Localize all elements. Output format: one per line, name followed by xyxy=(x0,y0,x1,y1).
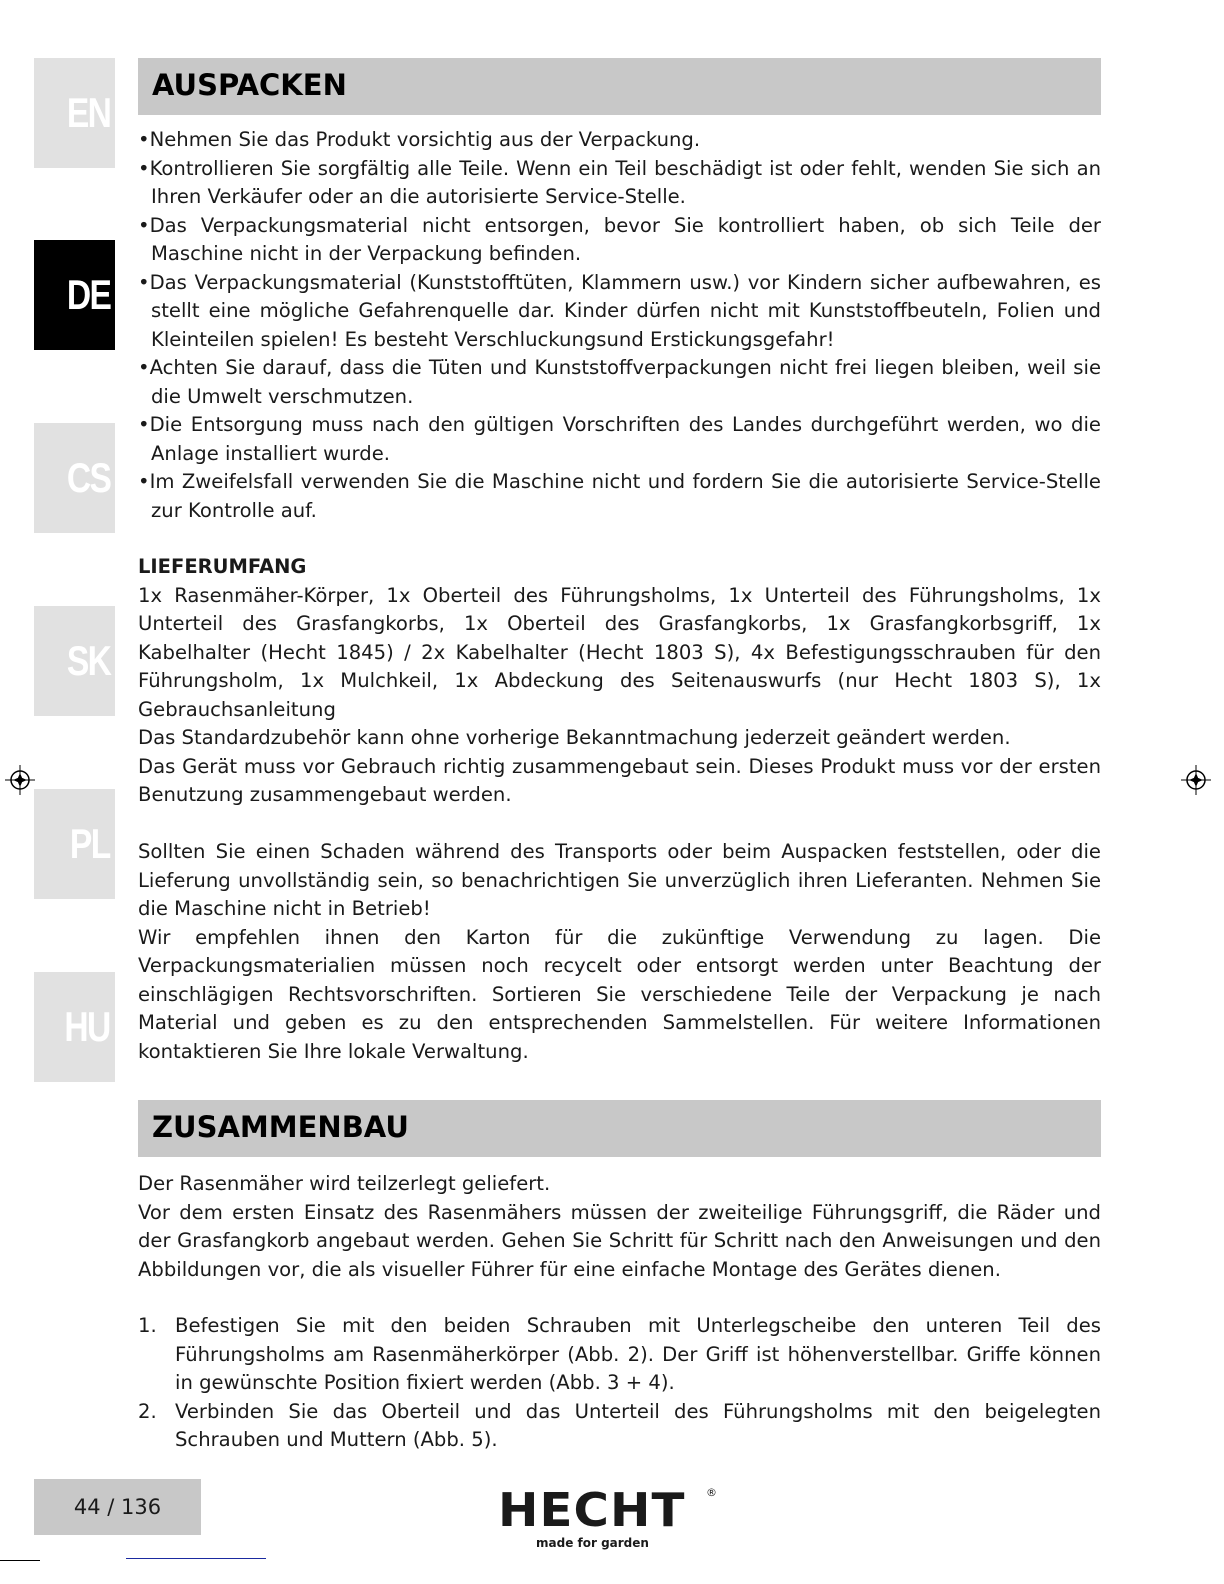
section-title: AUSPACKEN xyxy=(152,68,347,102)
lang-label: HU xyxy=(64,1003,110,1050)
step-item xyxy=(138,1398,1101,1455)
lang-label: PL xyxy=(70,820,110,867)
lang-tab-cs[interactable] xyxy=(34,423,115,533)
step-item xyxy=(138,1312,1101,1398)
lieferumfang-section xyxy=(138,553,1101,724)
lang-tab-en[interactable] xyxy=(34,58,115,168)
bullet-item: • Kontrollieren Sie sorgfältig alle Teile. Wenn ein Teil beschädigt ist oder fehlt, wenden Sie sich an Ihren Verkäufer oder an die autorisierte Service-Stelle. xyxy=(138,155,1101,212)
registration-mark-icon xyxy=(1181,765,1211,795)
hecht-logo xyxy=(498,1483,718,1556)
link-underline xyxy=(126,1558,266,1559)
paragraph: Das Standardzubehör kann ohne vorherige Bekanntmachung jederzeit geändert werden. xyxy=(138,726,1011,749)
bullet-item: • Im Zweifelsfall verwenden Sie die Maschine nicht und fordern Sie die autorisierte Service-Stelle zur Kontrolle auf. xyxy=(138,468,1101,525)
paragraph: Vor dem ersten Einsatz des Rasenmähers müssen der zweiteilige Führungsgriff, die Räder und der Grasfangkorb angebaut werden. Gehen Sie Schritt für Schritt nach den Anweisungen und den Abbildungen vor, die als visueller Führer für eine einfache Montage des Gerätes dienen. xyxy=(138,1200,1101,1281)
notice-block xyxy=(138,724,1101,810)
logo-tagline: made for garden xyxy=(536,1536,649,1550)
lang-tab-pl[interactable] xyxy=(34,789,115,899)
step-number: 2. xyxy=(138,1399,157,1423)
section-header-zusammenbau xyxy=(138,1100,1101,1157)
auspacken-bullets xyxy=(138,126,1101,525)
bullet-item: • Das Verpackungsmaterial nicht entsorgen, bevor Sie kontrolliert haben, ob sich Teile der Maschine nicht in der Verpackung befinden. xyxy=(138,212,1101,269)
bullet-item: • Das Verpackungsmaterial (Kunststofftüten, Klammern usw.) vor Kindern sicher aufbewahren, es stellt eine mögliche Gefahrenquelle dar. Kinder dürfen nicht mit Kunststoffbeuteln, Folien und Kleinteilen spielen! Es besteht Verschluckungsund Erstickungsgefahr! xyxy=(138,269,1101,355)
lang-tab-sk[interactable] xyxy=(34,606,115,716)
paragraph: 1x Rasenmäher-Körper, 1x Oberteil des Führungsholms, 1x Unterteil des Führungsholms, 1x Unterteil des Grasfangkorbs, 1x Oberteil des Grasfangkorbs, 1x Grasfangkorbsgriff, 1x Kabelhalter (Hecht 1845) / 2x Kabelhalter (Hecht 1803 S), 4x Befestigungsschrauben für den Führungsholm, 1x Mulchkeil, 1x Abdeckung des Seitenauswurfs (nur Hecht 1803 S), 1x Gebrauchsanleitung xyxy=(138,583,1101,721)
zusammenbau-intro xyxy=(138,1170,1101,1284)
lang-label: SK xyxy=(66,637,110,684)
bullet-item: • Achten Sie darauf, dass die Tüten und Kunststoffverpackungen nicht frei liegen bleiben, weil sie die Umwelt verschmutzen. xyxy=(138,354,1101,411)
page-number xyxy=(34,1479,201,1535)
crop-line xyxy=(0,1560,40,1561)
step-number: 1. xyxy=(138,1314,157,1337)
section-title: ZUSAMMENBAU xyxy=(152,1110,409,1144)
subheading: LIEFERUMFANG xyxy=(138,555,307,578)
section-header-auspacken xyxy=(138,58,1101,115)
step-text: Verbinden Sie das Oberteil und das Unterteil des Führungsholms mit den beigelegten Schrauben und Muttern (Abb. 5). xyxy=(175,1399,1101,1451)
lang-label: EN xyxy=(66,89,110,136)
lang-tab-hu[interactable] xyxy=(34,972,115,1082)
assembly-steps xyxy=(138,1312,1101,1455)
damage-block xyxy=(138,838,1101,1066)
lang-label: CS xyxy=(66,454,110,501)
step-text: Befestigen Sie mit den beiden Schrauben mit Unterlegscheibe den unteren Teil des Führungsholms am Rasenmäherkörper (Abb. 2). Der Griff ist höhenverstellbar. Griffe können in gewünschte Position fixiert werden (Abb. 3 + 4). xyxy=(175,1314,1101,1394)
page-number-text: 44 / 136 xyxy=(73,1495,162,1519)
bullet-item: • Die Entsorgung muss nach den gültigen Vorschriften des Landes durchgeführt werden, wo die Anlage installiert wurde. xyxy=(138,411,1101,468)
bullet-item: • Nehmen Sie das Produkt vorsichtig aus der Verpackung. xyxy=(138,126,1101,155)
logo-wordmark: HECHT xyxy=(498,1483,686,1537)
registration-mark-icon xyxy=(5,765,35,795)
paragraph: Der Rasenmäher wird teilzerlegt geliefert. xyxy=(138,1172,551,1195)
lang-tab-de[interactable] xyxy=(34,240,115,350)
paragraph: Sollten Sie einen Schaden während des Transports oder beim Auspacken feststellen, oder die Lieferung unvollständig sein, so benachrichtigen Sie unverzüglich ihren Lieferanten. Nehmen Sie die Maschine nicht in Betrieb! xyxy=(138,840,1101,920)
registered-mark: ® xyxy=(706,1486,717,1499)
lang-label: DE xyxy=(66,271,110,318)
paragraph: Das Gerät muss vor Gebrauch richtig zusammengebaut sein. Dieses Produkt muss vor der ersten Benutzung zusammengebaut werden. xyxy=(138,754,1101,806)
paragraph: Wir empfehlen ihnen den Karton für die zukünftige Verwendung zu lagen. Die Verpackungsmaterialien müssen noch recycelt oder entsorgt werden unter Beachtung der einschlägigen Rechtsvorschriften. Sortieren Sie verschiedene Teile der Verpackung je nach Material und geben es zu den entsprechenden Sammelstellen. Für weitere Informationen kontaktieren Sie Ihre lokale Verwaltung. xyxy=(138,925,1101,1063)
